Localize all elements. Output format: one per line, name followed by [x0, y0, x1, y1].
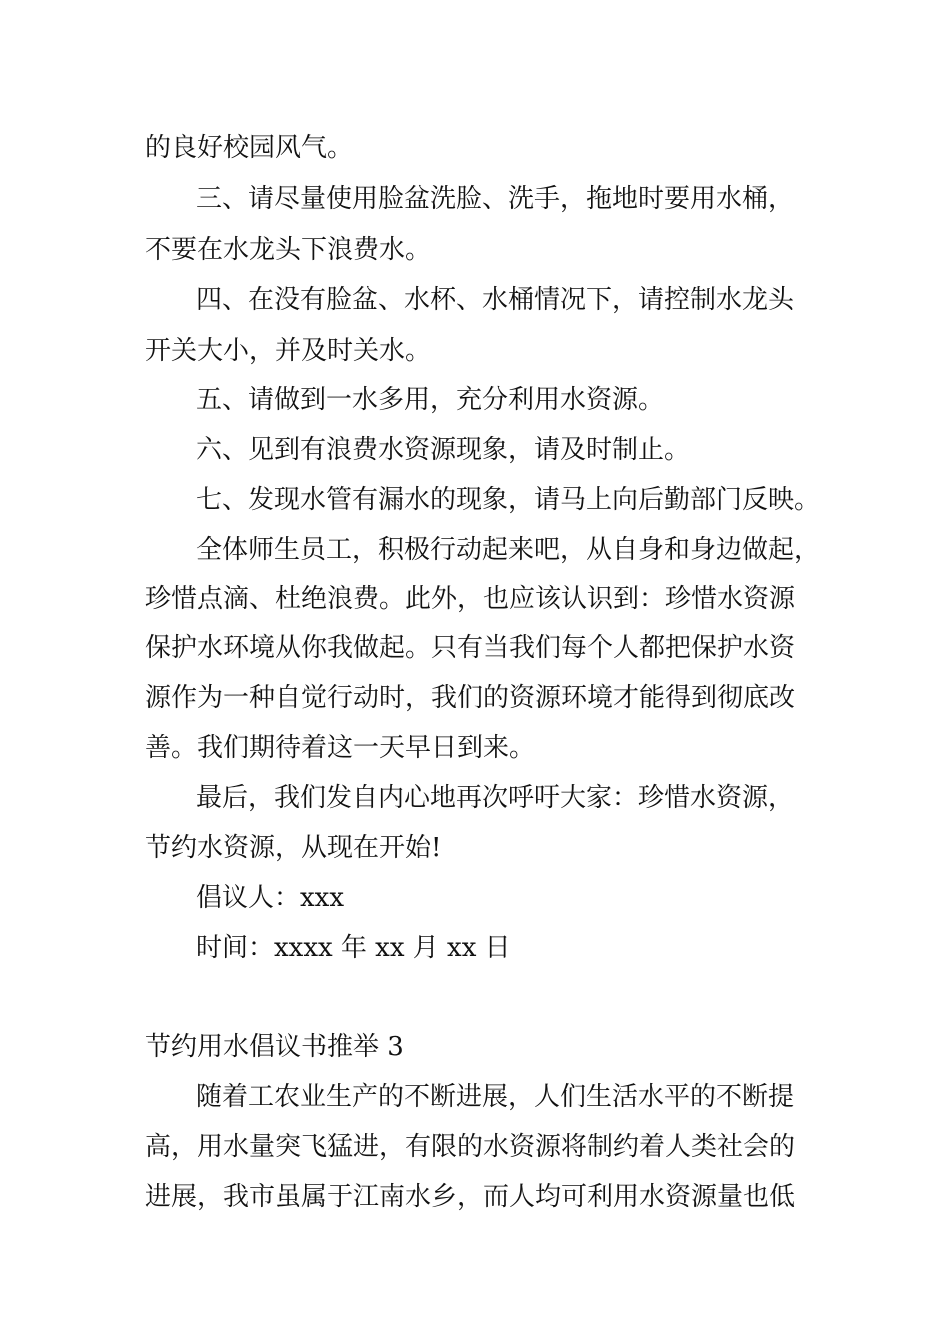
section-heading: 节约用水倡议书推举 3	[145, 1032, 404, 1062]
text-line: 保护水环境从你我做起。只有当我们每个人都把保护水资	[145, 633, 796, 663]
text-line: 三、请尽量使用脸盆洗脸、洗手，拖地时要用水桶，	[196, 184, 795, 214]
text-line: 高，用水量突飞猛进，有限的水资源将制约着人类社会的	[145, 1132, 796, 1162]
text-line: 源作为一种自觉行动时，我们的资源环境才能得到彻底改	[145, 683, 796, 713]
text-line: 善。我们期待着这一天早日到来。	[145, 733, 536, 763]
text-line: 六、见到有浪费水资源现象，请及时制止。	[196, 435, 691, 465]
signer-line: 倡议人：xxx	[196, 883, 344, 913]
text-line: 最后，我们发自内心地再次呼吁大家：珍惜水资源，	[196, 783, 795, 813]
text-line: 开关大小，并及时关水。	[145, 336, 432, 366]
text-line: 节约水资源，从现在开始!	[145, 833, 442, 863]
text-line: 随着工农业生产的不断进展，人们生活水平的不断提	[196, 1082, 795, 1112]
text-line: 五、请做到一水多用，充分利用水资源。	[196, 385, 665, 415]
text-line: 珍惜点滴、杜绝浪费。此外，也应该认识到：珍惜水资源	[145, 584, 796, 614]
text-line: 不要在水龙头下浪费水。	[145, 235, 432, 265]
text-line: 的良好校园风气。	[145, 133, 354, 163]
text-line: 四、在没有脸盆、水杯、水桶情况下，请控制水龙头	[196, 285, 795, 315]
date-line: 时间：xxxx 年 xx 月 xx 日	[196, 933, 511, 963]
text-line: 七、发现水管有漏水的现象，请马上向后勤部门反映。	[196, 485, 821, 515]
text-line: 进展，我市虽属于江南水乡，而人均可利用水资源量也低	[145, 1182, 796, 1212]
text-line: 全体师生员工，积极行动起来吧，从自身和身边做起，	[196, 535, 821, 565]
